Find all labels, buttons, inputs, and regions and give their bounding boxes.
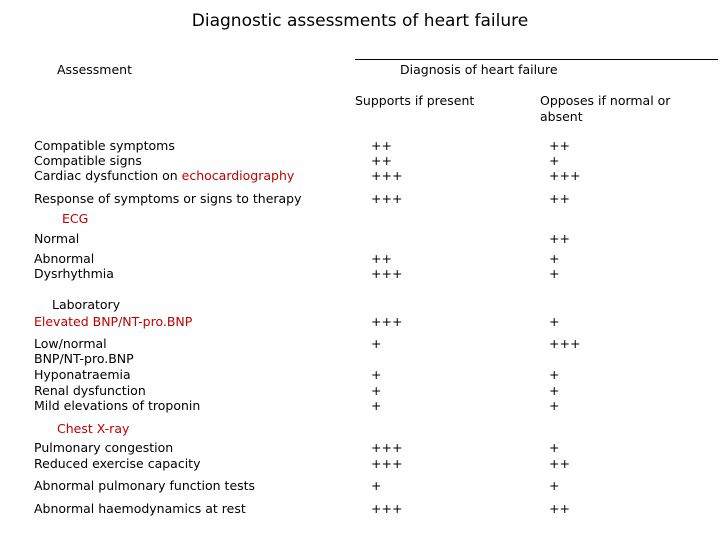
assessment-text-highlight: Elevated BNP/NT-pro.BNP bbox=[34, 314, 193, 329]
assessment-label bbox=[34, 191, 302, 206]
opposes-header-line1: Opposes if normal or bbox=[540, 93, 671, 108]
supports-value: +++ bbox=[371, 440, 403, 455]
opposes-value: ++ bbox=[549, 456, 570, 471]
supports-value: + bbox=[371, 367, 382, 382]
assessment-label bbox=[34, 336, 107, 351]
assessment-text: Compatible symptoms bbox=[34, 138, 175, 153]
opposes-value: + bbox=[549, 314, 560, 329]
supports-value: +++ bbox=[371, 266, 403, 281]
supports-value: +++ bbox=[371, 168, 403, 183]
assessment-label bbox=[34, 440, 173, 455]
assessment-label bbox=[34, 231, 79, 246]
assessment-text: Reduced exercise capacity bbox=[34, 456, 201, 471]
assessment-text: Abnormal haemodynamics at rest bbox=[34, 501, 246, 516]
assessment-label bbox=[34, 314, 192, 329]
supports-value: + bbox=[371, 383, 382, 398]
assessment-label bbox=[34, 251, 94, 266]
opposes-header-line2: absent bbox=[540, 109, 583, 124]
assessment-text: Cardiac dysfunction on bbox=[34, 168, 182, 183]
assessment-text: Mild elevations of troponin bbox=[34, 398, 201, 413]
supports-value: ++ bbox=[371, 138, 392, 153]
supports-header: Supports if present bbox=[355, 93, 475, 108]
opposes-value: +++ bbox=[549, 168, 581, 183]
assessment-text-highlight: echocardiography bbox=[181, 168, 295, 183]
assessment-label bbox=[34, 398, 200, 413]
assessment-label bbox=[34, 367, 131, 382]
opposes-value: + bbox=[549, 440, 560, 455]
assessment-text: Normal bbox=[34, 231, 80, 246]
opposes-value: + bbox=[549, 251, 560, 266]
supports-value: +++ bbox=[371, 501, 403, 516]
opposes-value: +++ bbox=[549, 336, 581, 351]
section-laboratory: Laboratory bbox=[52, 297, 121, 312]
assessment-label bbox=[34, 351, 134, 366]
assessment-label bbox=[34, 478, 255, 493]
section-ecg: ECG bbox=[62, 211, 89, 226]
opposes-value: + bbox=[549, 367, 560, 382]
assessment-label bbox=[34, 138, 175, 153]
assessment-text: BNP/NT-pro.BNP bbox=[34, 351, 134, 366]
header-divider bbox=[355, 59, 718, 60]
assessment-text: Renal dysfunction bbox=[34, 383, 146, 398]
assessment-text: Abnormal bbox=[34, 251, 95, 266]
supports-value: + bbox=[371, 398, 382, 413]
assessment-text: Low/normal bbox=[34, 336, 107, 351]
assessment-header: Assessment bbox=[57, 62, 132, 77]
supports-value: +++ bbox=[371, 456, 403, 471]
opposes-value: + bbox=[549, 398, 560, 413]
page-title: Diagnostic assessments of heart failure bbox=[191, 11, 529, 31]
section-chest-xray: Chest X-ray bbox=[57, 421, 130, 436]
assessment-text: Pulmonary congestion bbox=[34, 440, 174, 455]
assessment-text: Compatible signs bbox=[34, 153, 142, 168]
supports-value: ++ bbox=[371, 153, 392, 168]
assessment-label bbox=[34, 153, 142, 168]
supports-value: +++ bbox=[371, 191, 403, 206]
opposes-value: ++ bbox=[549, 191, 570, 206]
opposes-value: + bbox=[549, 266, 560, 281]
supports-value: + bbox=[371, 478, 382, 493]
assessment-text: Dysrhythmia bbox=[34, 266, 114, 281]
supports-value: +++ bbox=[371, 314, 403, 329]
opposes-value: + bbox=[549, 478, 560, 493]
assessment-label bbox=[34, 383, 146, 398]
opposes-value: ++ bbox=[549, 501, 570, 516]
opposes-value: ++ bbox=[549, 138, 570, 153]
opposes-value: + bbox=[549, 153, 560, 168]
opposes-value: ++ bbox=[549, 231, 570, 246]
assessment-label bbox=[34, 168, 294, 183]
assessment-label bbox=[34, 266, 114, 281]
assessment-text: Abnormal pulmonary function tests bbox=[34, 478, 256, 493]
assessment-label bbox=[34, 456, 200, 471]
supports-value: ++ bbox=[371, 251, 392, 266]
assessment-text: Hyponatraemia bbox=[34, 367, 131, 382]
supports-value: + bbox=[371, 336, 382, 351]
diagnosis-header: Diagnosis of heart failure bbox=[400, 62, 558, 77]
assessment-text: Response of symptoms or signs to therapy bbox=[34, 191, 302, 206]
opposes-value: + bbox=[549, 383, 560, 398]
assessment-label bbox=[34, 501, 246, 516]
